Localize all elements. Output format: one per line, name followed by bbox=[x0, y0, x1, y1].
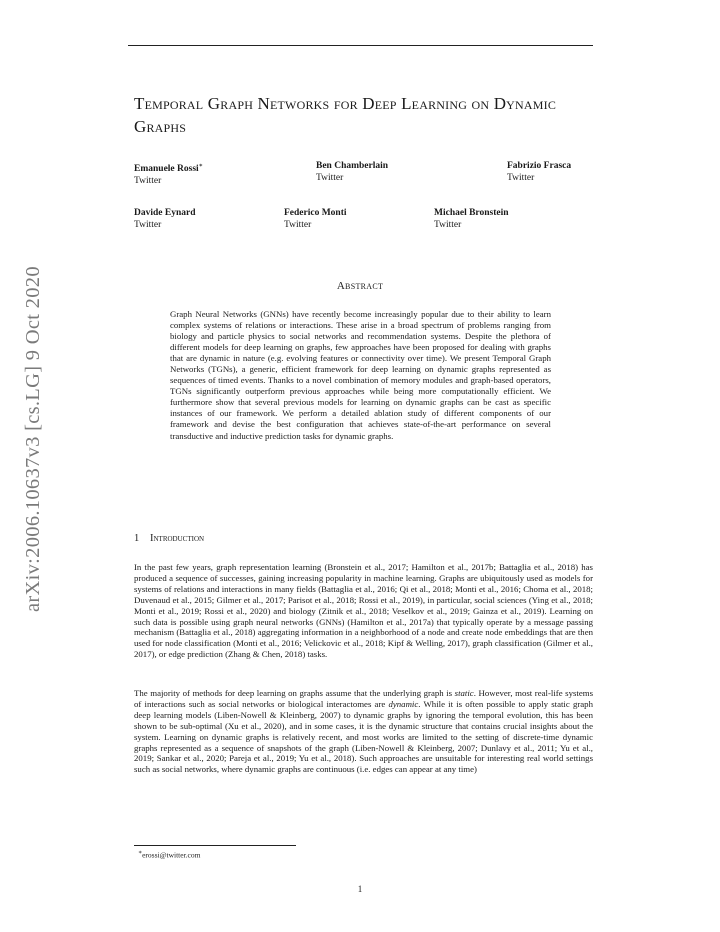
author-block bbox=[434, 207, 509, 231]
author-block bbox=[134, 207, 196, 231]
section-number: 1 bbox=[134, 533, 140, 544]
author-affiliation: Twitter bbox=[434, 220, 462, 230]
section-title: Introduction bbox=[150, 533, 205, 544]
arxiv-stamp: arXiv:2006.10637v3 [cs.LG] 9 Oct 2020 bbox=[22, 266, 44, 612]
section-heading bbox=[134, 533, 204, 544]
footnote-email: erossi@twitter.com bbox=[142, 850, 201, 860]
author-affiliation: Twitter bbox=[134, 220, 162, 230]
author-affiliation: Twitter bbox=[316, 173, 344, 183]
footnote-mark: ∗ bbox=[138, 850, 143, 856]
emphasis-dynamic: dynamic bbox=[388, 698, 419, 709]
abstract-body: Graph Neural Networks (GNNs) have recently become increasingly popular due to their ability to learn complex systems of relations or interactions. These arise in a broad spectrum of problems ranging from biology and particle physics to social networks and recommendation systems. Despite the plethora of different models for deep learning on graphs, few approaches have been proposed for dealing with graphs that are dynamic in nature (e.g. evolving features or connectivity over time). We present Temporal Graph Networks (TGNs), a generic, efficient framework for deep learning on dynamic graphs represented as sequences of timed events. Thanks to a novel combination of memory modules and graph-based operators, TGNs significantly outperform previous approaches while being more computationally efficient. We furthermore show that several previous models for learning on dynamic graphs can be cast as specific instances of our framework. We perform a detailed ablation study of different components of our framework and devise the best configuration that achieves state-of-the-art performance on several transductive and inductive prediction tasks for dynamic graphs. bbox=[170, 309, 551, 441]
author-name: Ben Chamberlain bbox=[316, 161, 389, 171]
author-affiliation: Twitter bbox=[507, 173, 535, 183]
author-name: Federico Monti bbox=[284, 208, 347, 218]
author-affiliation: Twitter bbox=[284, 220, 312, 230]
top-rule bbox=[128, 45, 593, 46]
intro-paragraph-2: The majority of methods for deep learning on graphs assume that the underlying graph is static. However, most real-life systems of interactions such as social networks or biological interactomes are dynamic. While it is often possible to apply static graph deep learning models (Liben-Nowell & Kleinberg, 2007) to dynamic graphs by ignoring the temporal evolution, this has been shown to be sub-optimal (Xu et al., 2020), and in some cases, it is the dynamic structure that contains crucial insights about the system. Learning on dynamic graphs is relatively recent, and most works are limited to the setting of discrete-time dynamic graphs represented as a sequence of snapshots of the graph (Liben-Nowell & Kleinberg, 2007; Dunlavy et al., 2011; Yu et al., 2019; Sankar et al., 2020; Pareja et al., 2019; Yu et al., 2018). Such approaches are unsuitable for interesting real world settings such as social networks, where dynamic graphs are continuous (i.e. edges can appear at any time) bbox=[134, 688, 594, 775]
author-block bbox=[284, 207, 347, 231]
paper-title: Temporal Graph Networks for Deep Learning on Dynamic Graphs bbox=[134, 94, 557, 136]
author-block bbox=[507, 160, 571, 184]
abstract-heading: Abstract bbox=[336, 280, 384, 292]
author-block bbox=[316, 160, 388, 184]
author-name: Emanuele Rossi∗ bbox=[134, 163, 203, 175]
page-number: 1 bbox=[357, 884, 363, 894]
footnote-mark: ∗ bbox=[198, 163, 203, 169]
footnote bbox=[138, 849, 200, 860]
intro-paragraph-1: In the past few years, graph representation learning (Bronstein et al., 2017; Hamilton et al., 2017b; Battaglia et al., 2018) has produced a sequence of successes, gaining increasing popularity in machine learning. Graphs are ubiquitously used as models for systems of relations and interactions in many fields (Battaglia et al., 2016; Qi et al., 2018; Monti et al., 2016; Choma et al., 2018; Duvenaud et al., 2015; Gilmer et al., 2017; Parisot et al., 2018; Rossi et al., 2019), in particular, social sciences (Ying et al., 2018; Monti et al., 2019; Rossi et al., 2020) and biology (Zitnik et al., 2018; Veselkov et al., 2019; Gainza et al., 2019). Learning on such data is possible using graph neural networks (GNNs) (Hamilton et al., 2017a) that typically operate by a message passing mechanism (Battaglia et al., 2018) aggregating information in a neighborhood of a node and create node embeddings that are then used for node classification (Monti et al., 2016; Velickovic et al., 2018; Kipf & Welling, 2017), graph classification (Gilmer et al., 2017), or edge prediction (Zhang & Chen, 2018) tasks. bbox=[134, 562, 593, 660]
footnote-rule bbox=[134, 845, 296, 846]
author-name: Davide Eynard bbox=[134, 208, 196, 218]
author-name: Fabrizio Frasca bbox=[507, 161, 572, 171]
author-block bbox=[134, 160, 203, 187]
emphasis-static: static bbox=[454, 688, 474, 698]
author-name: Michael Bronstein bbox=[434, 208, 509, 218]
author-affiliation: Twitter bbox=[134, 176, 162, 187]
